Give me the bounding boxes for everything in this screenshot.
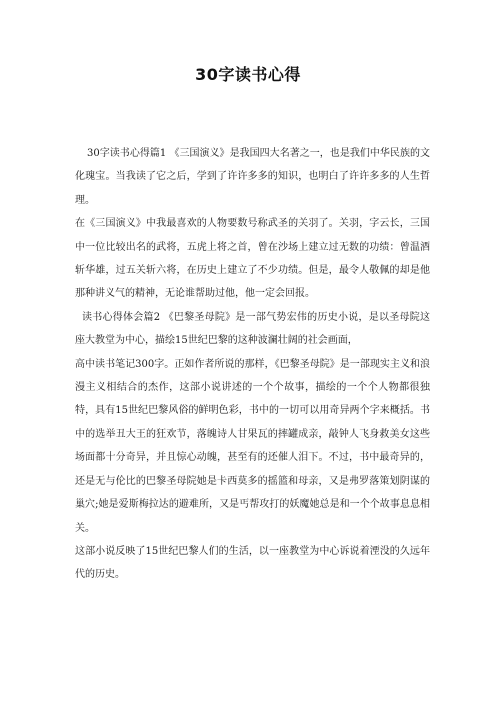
- paragraph-1: 30字读书心得篇1 《三国演义》是我国四大名著之一，也是我们中华民族的文化瑰宝。当我读了它之后，学到了许许多多的知识，也明白了许许多多的人生哲理。: [75, 148, 430, 206]
- paragraph-5: 这部小说反映了15世纪巴黎人们的生活，以一座教堂为中心诉说着湮没的久远年代的历史。: [75, 545, 430, 581]
- document-title: 30字读书心得: [195, 65, 301, 84]
- document-body: [75, 142, 430, 587]
- paragraph-2: 在《三国演义》中我最喜欢的人物要数号称武圣的关羽了。关羽，字云长，三国中一位比较出名的武将，五虎上将之首，曾在沙场上建立过无数的功绩：曾温酒斩华雄，过五关斩六将，在历史上建立了不少功绩。但是，最令人敬佩的却是他那种讲义气的精神，无论谁帮助过他，他一定会回报。: [75, 218, 430, 300]
- paragraph-3: 读书心得体会篇2 《巴黎圣母院》是一部气势宏伟的历史小说，是以圣母院这座大教堂为中心，描绘15世纪巴黎的这种波澜壮阔的社会画面，: [75, 311, 430, 347]
- paragraph-4: 高中读书笔记300字。正如作者所说的那样，《巴黎圣母院》是一部现实主义和浪漫主义相结合的杰作，这部小说讲述的一个个故事，描绘的一个个人物都很独特，具有15世纪巴黎风俗的鲜明色彩，书中的一切可以用奇异两个字来概括。书中的选举丑大王的狂欢节，落魄诗人甘果瓦的摔罐成亲，敲钟人飞身救美女这些场面都十分奇异，并且惊心动魄，甚至有的还催人泪下。不过，书中最奇异的，还是无与伦比的巴黎圣母院她是卡西莫多的摇篮和母亲，又是弗罗落策划阴谋的巢穴;她是爱斯梅拉达的避难所，又是丐帮攻打的妖魔她总是和一个个故事息息相关。: [75, 358, 430, 534]
